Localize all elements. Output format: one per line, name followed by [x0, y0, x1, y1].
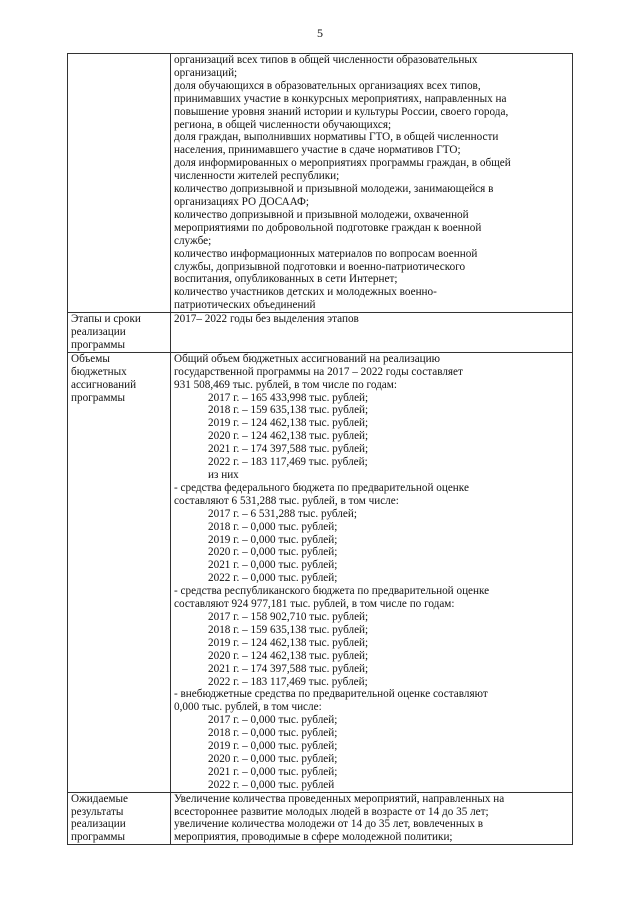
content-line: 2018 г. – 0,000 тыс. рублей;: [208, 727, 338, 740]
content-line: численности жителей республики;: [174, 170, 340, 183]
row-label-line: результаты: [71, 805, 124, 818]
content-line: 2021 г. – 0,000 тыс. рублей;: [208, 765, 338, 778]
row-label-line: Ожидаемые: [71, 792, 128, 805]
row-label-line: программы: [71, 338, 125, 351]
content-line: - средства республиканского бюджета по предварительной оценке: [174, 585, 490, 598]
content-line: региона, в общей численности обучающихся;: [174, 118, 392, 131]
row-content-cell: [171, 352, 573, 792]
content-line: Увеличение количества проведенных мероприятий, направленных на: [174, 792, 505, 805]
content-line: повышение уровня знаний истории и культуры России, своего города,: [174, 105, 509, 118]
row-label-cell: [68, 54, 171, 313]
content-line: населения, принимавшего участие в сдаче нормативов ГТО;: [174, 144, 461, 157]
content-line: составляют 924 977,181 тыс. рублей, в том числе по годам:: [174, 598, 455, 611]
content-line: организациях РО ДОСААФ;: [174, 195, 309, 208]
content-line: 2020 г. – 0,000 тыс. рублей;: [208, 546, 338, 559]
table-row: [68, 313, 573, 353]
row-label-line: реализации: [71, 818, 126, 831]
content-line: государственной программы на 2017 – 2022 годы составляет: [174, 365, 463, 378]
content-line: количество допризывной и призывной молодежи, занимающейся в: [174, 183, 494, 196]
row-content-cell: [171, 54, 573, 313]
row-label-cell: [68, 313, 171, 353]
content-line: 2022 г. – 0,000 тыс. рублей;: [208, 572, 338, 585]
content-line: 2019 г. – 0,000 тыс. рублей;: [208, 533, 338, 546]
content-line: 2018 г. – 159 635,138 тыс. рублей;: [208, 404, 369, 417]
content-line: службе;: [174, 234, 212, 247]
content-line: доля информированных о мероприятиях программы граждан, в общей: [174, 157, 511, 170]
content-line: воспитания, опубликованных в сети Интернет;: [174, 273, 398, 286]
table-row: [68, 792, 573, 845]
content-line: 2021 г. – 0,000 тыс. рублей;: [208, 559, 338, 572]
content-line: 2019 г. – 124 462,138 тыс. рублей;: [208, 636, 369, 649]
content-line: службы, допризывной подготовки и военно-патриотического: [174, 260, 466, 273]
table-body: [68, 54, 573, 845]
content-line: 2017 г. – 165 433,998 тыс. рублей;: [208, 391, 369, 404]
passport-table: [67, 53, 573, 845]
content-line: 2021 г. – 174 397,588 тыс. рублей;: [208, 662, 369, 675]
content-line: 2018 г. – 0,000 тыс. рублей;: [208, 520, 338, 533]
content-line: 2022 г. – 183 117,469 тыс. рублей;: [208, 675, 368, 688]
row-content-cell: [171, 313, 573, 353]
content-line: - средства федерального бюджета по предварительной оценке: [174, 481, 469, 494]
content-line: из них: [208, 469, 239, 481]
content-line: 2017– 2022 годы без выделения этапов: [174, 313, 359, 326]
content-line: 2019 г. – 0,000 тыс. рублей;: [208, 740, 338, 753]
content-line: доля обучающихся в образовательных организациях всех типов,: [174, 79, 481, 92]
content-line: всестороннее развитие молодых людей в возрасте от 14 до 35 лет;: [174, 805, 489, 818]
content-line: составляют 6 531,288 тыс. рублей, в том числе:: [174, 494, 399, 507]
row-label-cell: [68, 352, 171, 792]
content-line: мероприятиями по добровольной подготовке граждан к военной: [174, 221, 482, 234]
content-line: - внебюджетные средства по предварительной оценке составляют: [174, 688, 488, 701]
content-line: 2017 г. – 158 902,710 тыс. рублей;: [208, 610, 369, 623]
row-content-cell: [171, 792, 573, 845]
content-line: 2017 г. – 6 531,288 тыс. рублей;: [208, 507, 357, 520]
row-label-line: бюджетных: [71, 365, 127, 378]
page-number: 5: [317, 26, 323, 40]
content-line: увеличение количества молодежи от 14 до 35 лет, вовлеченных в: [174, 818, 484, 831]
content-line: 931 508,469 тыс. рублей, в том числе по годам:: [174, 378, 397, 391]
content-line: организаций всех типов в общей численности образовательных: [174, 54, 478, 66]
row-label-line: ассигнований: [71, 378, 137, 391]
table-row: [68, 352, 573, 792]
content-line: принимавших участие в конкурсных мероприятиях, направленных на: [174, 92, 507, 105]
content-line: 2019 г. – 124 462,138 тыс. рублей;: [208, 417, 369, 430]
content-line: количество участников детских и молодежных военно-: [174, 286, 437, 299]
content-line: доля граждан, выполнивших нормативы ГТО, в общей численности: [174, 131, 499, 144]
row-label-line: Объемы: [71, 352, 110, 365]
row-label-line: программы: [71, 831, 125, 844]
content-line: 2022 г. – 183 117,469 тыс. рублей;: [208, 456, 368, 469]
content-line: Общий объем бюджетных ассигнований на реализацию: [174, 352, 441, 365]
row-label-line: программы: [71, 391, 125, 404]
content-line: мероприятия, проводимые в сфере молодежной политики;: [174, 831, 453, 844]
row-label-line: реализации: [71, 326, 126, 339]
content-line: 2020 г. – 124 462,138 тыс. рублей;: [208, 430, 369, 443]
content-line: 2020 г. – 0,000 тыс. рублей;: [208, 752, 338, 765]
content-line: патриотических объединений: [174, 299, 316, 312]
content-line: организаций;: [174, 66, 238, 79]
row-label-cell: [68, 792, 171, 845]
content-line: количество допризывной и призывной молодежи, охваченной: [174, 208, 469, 221]
row-label-line: Этапы и сроки: [71, 313, 141, 326]
content-line: 2020 г. – 124 462,138 тыс. рублей;: [208, 649, 369, 662]
content-line: количество информационных материалов по вопросам военной: [174, 247, 478, 260]
content-line: 2017 г. – 0,000 тыс. рублей;: [208, 714, 338, 727]
content-line: 0,000 тыс. рублей, в том числе:: [174, 701, 322, 714]
table-row: [68, 54, 573, 313]
content-line: 2021 г. – 174 397,588 тыс. рублей;: [208, 443, 369, 456]
content-line: 2022 г. – 0,000 тыс. рублей: [208, 778, 335, 791]
content-line: 2018 г. – 159 635,138 тыс. рублей;: [208, 623, 369, 636]
